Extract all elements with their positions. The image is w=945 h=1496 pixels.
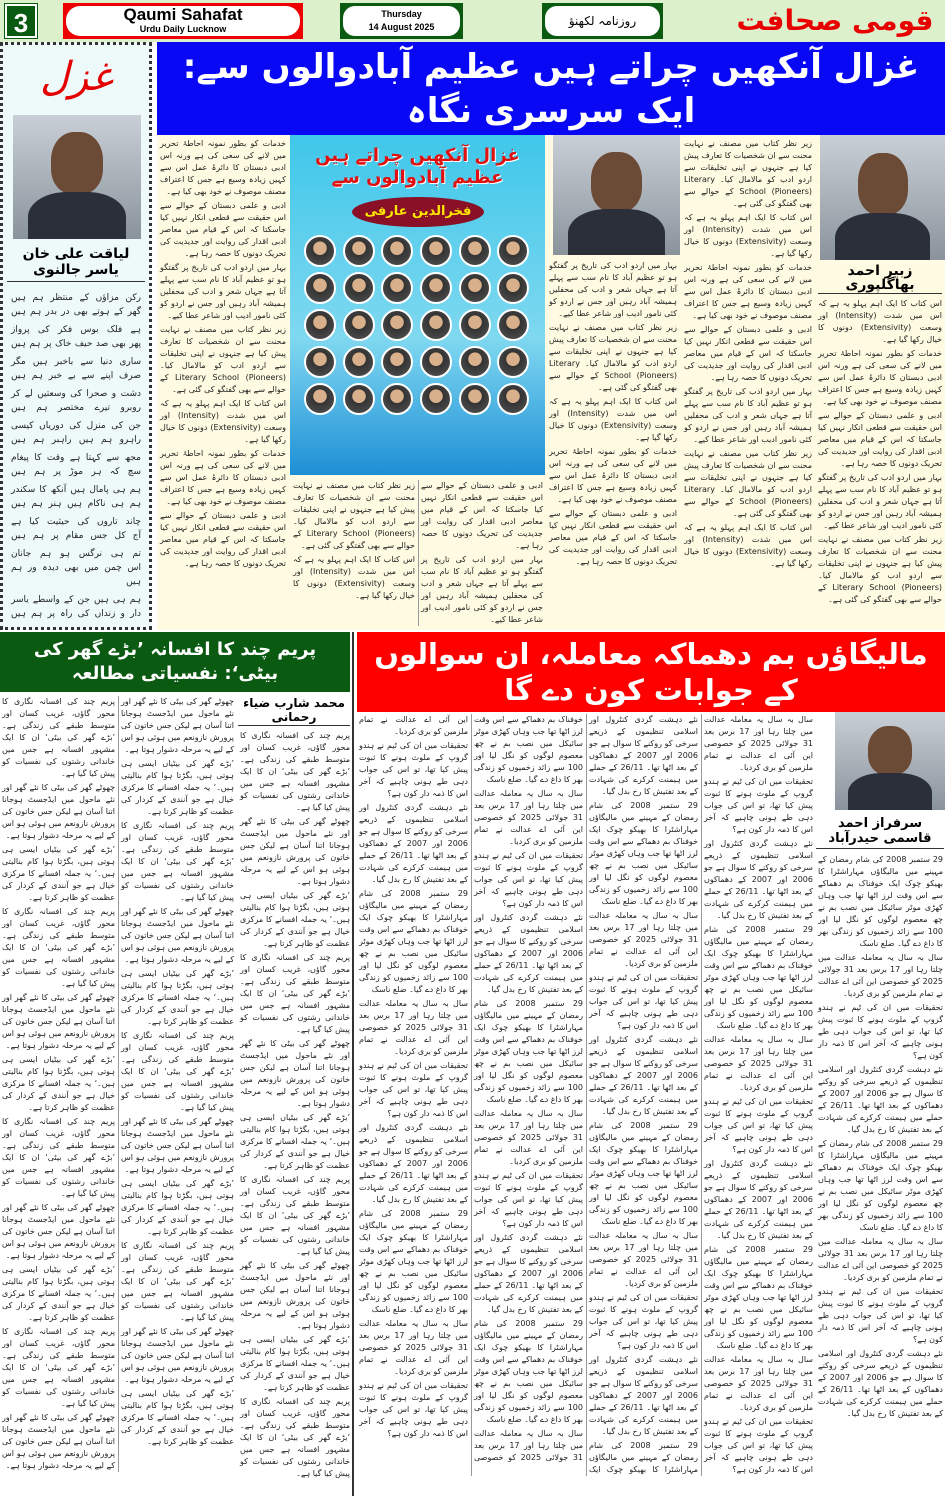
body-paragraph: اس کتاب کا ایک اہم پہلو یہ ہے کہ اس میں شدت (Intensity) اور وسعت (Extensivity) دونوں کا خیال رکھا گیا ہے۔ <box>684 213 812 258</box>
prem-article-column <box>240 730 350 1482</box>
top-article-column <box>684 138 812 572</box>
portrait-grid <box>304 235 532 415</box>
portrait-thumbnail <box>381 383 413 415</box>
body-paragraph: 29 ستمبر 2008 کی شام رمضان کے مہینے میں مالیگاؤں مہاراشٹرا کا بھیکو چوک ایک خوفناک بم دھماکے سے اس وقت لرز اٹھا تھا جب وہاں کھڑی موٹر سائیکل میں نصب بم نے چھ معصوم لوگوں کو نگل لیا اور 100 سے زائد زخمیوں کو زندگی بھر کا داغ دے گیا۔ ضلع ناسک <box>818 1139 943 1232</box>
portrait-thumbnail <box>343 383 375 415</box>
couplet-line: ہم ہی پامال ہیں آنکھ کا سکندر <box>11 485 141 495</box>
portrait-thumbnail <box>459 346 491 378</box>
book-cover-poster <box>290 135 545 475</box>
couplet-line: ہم ہی ہیں جن کے واسطے یاسر <box>11 595 141 605</box>
portrait-thumbnail <box>381 235 413 267</box>
body-paragraph: تحقیقات میں ان کی ٹیم نے ہندو گروپ کے ملوث ہونے کا ثبوت پیش کیا تھا، تو اس کی جواب دہی طے ہونی چاہیے کہ آخر اس کا ذمہ دار کون ہے؟ <box>818 1003 943 1060</box>
body-paragraph: 29 ستمبر 2008 کی شام رمضان کے مہینے میں مالیگاؤں مہاراشٹرا کا بھیکو چوک ایک خوفناک بم دھماکے سے اس وقت لرز اٹھا تھا جب وہاں کھڑی موٹر سائیکل میں نصب بم نے چھ معصوم لوگوں کو نگل لیا اور 100 سے زائد زخمیوں کو زندگی بھر کا داغ دے گیا۔ ضلع ناسک <box>589 801 699 906</box>
body-paragraph: زیر نظر کتاب میں مصنف نے نہایت محنت سے ان شخصیات کا تعارف پیش کیا ہے جنہوں نے اپنی تخلیقات سے اردو ادب کو مالامال کیا۔ Literary School (Pioneers) کے حوالے سے بھی گفتگو کی گئی ہے۔ <box>160 325 286 394</box>
couplet-line: رکن مزاؤں کے منتظر ہم ہیں <box>11 293 141 303</box>
portrait-thumbnail <box>420 383 452 415</box>
body-paragraph: سال بہ سال یہ معاملہ عدالت میں چلتا رہا اور 17 برس بعد 31 جولائی 2025 کو خصوصی این آئی اے عدالت نے تمام ملزمین کو بری کردیا۔ <box>359 1319 468 1376</box>
body-paragraph: ’بڑے گھر کی بیٹیاں ایسی ہی ہوتی ہیں، بگڑتا ہوا کام بنالیتی ہیں۔‘ یہ جملہ افسانے کا مرکزی خیال ہے جو آنندی کے کردار کی عظمت کو ظاہر کرتا ہے۔ <box>240 891 350 948</box>
malegaon-article-byline: سرفراز احمد قاسمی حیدرآباد <box>816 813 944 849</box>
portrait-thumbnail <box>343 235 375 267</box>
body-paragraph: زیر نظر کتاب میں مصنف نے نہایت محنت سے ان شخصیات کا تعارف پیش کیا ہے جنہوں نے اپنی تخلیقات سے اردو ادب کو مالامال کیا۔ Literary School (Pioneers) کے حوالے سے بھی گفتگو کی گئی ہے۔ <box>684 139 812 208</box>
couplet <box>11 419 141 447</box>
body-paragraph: بہار میں اردو ادب کی تاریخ پر گفتگو ہو تو عظیم آباد کا نام سب سے پہلے آتا ہے جہاں شعر و ادب کی محفلیں ہمیشہ آباد رہیں اور جس نے اردو کو کئی نامور ادیب اور شاعر عطا کیے۔ <box>818 473 942 530</box>
portrait-thumbnail <box>497 309 529 341</box>
body-paragraph: خدمات کو بطور نمونہ احاطۂ تحریر میں لانے کی سعی کی ہے ورنہ اس ادبی دبستان کا دائرۂ عمل اس سے کہیں زیادہ وسیع ہے جس کا اعتراف مصنف موصوف نے خود بھی کیا ہے۔ <box>818 349 942 406</box>
body-paragraph: 29 ستمبر 2008 کی شام رمضان کے مہینے میں مالیگاؤں مہاراشٹرا کا بھیکو چوک ایک خوفناک بم دھماکے سے اس وقت لرز اٹھا تھا جب وہاں کھڑی موٹر سائیکل میں نصب بم نے چھ معصوم لوگوں کو نگل لیا اور 100 سے زائد زخمیوں کو زندگی بھر کا داغ دے گیا۔ ضلع ناسک <box>359 889 469 994</box>
body-paragraph: خدمات کو بطور نمونہ احاطۂ تحریر میں لانے کی سعی کی ہے ورنہ اس ادبی دبستان کا دائرۂ عمل اس سے کہیں زیادہ وسیع ہے جس کا اعتراف مصنف موصوف نے خود بھی کیا ہے۔ <box>549 447 677 504</box>
body-paragraph: سال بہ سال یہ معاملہ عدالت میں چلتا رہا اور 17 برس بعد 31 جولائی 2025 کو خصوصی این آئی اے عدالت نے تمام ملزمین کو بری کردیا۔ <box>474 789 583 846</box>
body-paragraph: تحقیقات میں ان کی ٹیم نے ہندو گروپ کے ملوث ہونے کا ثبوت پیش کیا تھا، تو اس کی جواب دہی طے ہونی چاہیے کہ آخر اس کا ذمہ دار کون ہے؟ <box>359 1381 468 1438</box>
body-paragraph: سال بہ سال یہ معاملہ عدالت میں چلتا رہا اور 17 برس بعد 31 جولائی 2025 کو خصوصی این آئی اے عدالت نے تمام ملزمین کو بری کردیا۔ <box>818 953 944 998</box>
body-paragraph: 29 ستمبر 2008 کی شام رمضان کے مہینے میں مالیگاؤں مہاراشٹرا کا بھیکو چوک ایک خوفناک بم دھماکے سے اس وقت لرز اٹھا تھا جب وہاں کھڑی موٹر سائیکل میں نصب بم نے چھ معصوم لوگوں کو نگل لیا اور 100 سے زائد زخمیوں کو زندگی بھر کا داغ دے گیا۔ ضلع ناسک <box>704 925 814 1030</box>
couplet-line: روبرو تیرے مختصر ہم ہیں <box>11 403 141 413</box>
body-paragraph: ادبی و علمی دبستان کے حوالے سے اس حقیقت سے قطعی انکار نہیں کیا جاسکتا کہ اس کے قیام میں معاصر ادبی اقدار کی روایت اور جدیدیت کی تحریک دونوں کا حصہ رہا ہے۔ <box>160 201 286 258</box>
portrait-thumbnail <box>381 346 413 378</box>
author-photo <box>835 712 945 810</box>
body-paragraph: چھوٹے گھر کی بیٹی کا نئے گھر اور نئے ماحول میں ایڈجسٹ ہوجانا اتنا آسان ہے لیکن جس خاتون کی پرورش نازونعم میں ہوئی ہو اس کے لیے یہ مرحلہ دشوار ہوتا ہے۔ <box>2 1203 115 1260</box>
couplet <box>11 387 141 415</box>
top-article-byline: زبیر احمد بھاگلپوری <box>818 262 942 294</box>
body-paragraph: سال بہ سال یہ معاملہ عدالت میں چلتا رہا اور 17 برس بعد 31 جولائی 2025 کو خصوصی این آئی اے عدالت نے تمام ملزمین کو بری کردیا۔ <box>704 715 813 772</box>
portrait-thumbnail <box>497 272 529 304</box>
body-paragraph: ادبی و علمی دبستان کے حوالے سے اس حقیقت سے قطعی انکار نہیں کیا جاسکتا کہ اس کے قیام میں معاصر ادبی اقدار کی روایت اور جدیدیت کی تحریک دونوں کا حصہ رہا ہے۔ <box>421 481 543 550</box>
poet-photo <box>13 115 141 239</box>
couplet-line: دار و زنداں کی راہ پر ہم ہیں <box>11 609 141 619</box>
body-paragraph: زیر نظر کتاب میں مصنف نے نہایت محنت سے ان شخصیات کا تعارف پیش کیا ہے جنہوں نے اپنی تخلیقات سے اردو ادب کو مالامال کیا۔ Literary School (Pioneers) کے حوالے سے بھی گفتگو کی گئی ہے۔ <box>684 449 812 518</box>
couplet <box>11 323 141 351</box>
portrait-thumbnail <box>420 309 452 341</box>
couplet-line: ساری دنیا سے باخبر ہیں مگر <box>11 357 141 367</box>
body-paragraph: چھوٹے گھر کی بیٹی کا نئے گھر اور نئے ماحول میں ایڈجسٹ ہوجانا اتنا آسان ہے لیکن جس خاتون کی پرورش نازونعم میں ہوئی ہو اس کے لیے یہ مرحلہ دشوار ہوتا ہے۔ <box>121 1327 234 1384</box>
body-paragraph: چھوٹے گھر کی بیٹی کا نئے گھر اور نئے ماحول میں ایڈجسٹ ہوجانا اتنا آسان ہے لیکن جس خاتون کی پرورش نازونعم میں ہوئی ہو اس کے لیے یہ مرحلہ دشوار ہوتا ہے۔ <box>121 907 234 964</box>
date-label: 14 August 2025 <box>368 22 435 32</box>
body-paragraph: 29 ستمبر 2008 کی شام رمضان کے مہینے میں مالیگاؤں مہاراشٹرا کا بھیکو چوک ایک خوفناک بم دھماکے سے اس وقت لرز اٹھا تھا جب وہاں کھڑی موٹر سائیکل میں نصب بم نے چھ معصوم لوگوں کو نگل لیا اور 100 سے زائد زخمیوں کو زندگی بھر کا داغ دے گیا۔ ضلع ناسک <box>589 1121 699 1226</box>
portrait-thumbnail <box>343 272 375 304</box>
roznama-label: روزنامہ لکھنؤ <box>545 6 660 36</box>
body-paragraph: 29 ستمبر 2008 کی شام رمضان کے مہینے میں مالیگاؤں مہاراشٹرا کا بھیکو چوک ایک خوفناک بم دھماکے سے اس وقت لرز اٹھا تھا جب وہاں کھڑی موٹر سائیکل میں نصب بم نے چھ معصوم لوگوں کو نگل لیا اور 100 سے زائد زخمیوں کو زندگی بھر کا داغ دے گیا۔ ضلع ناسک <box>359 1209 469 1314</box>
body-paragraph: ’بڑے گھر کی بیٹیاں ایسی ہی ہوتی ہیں، بگڑتا ہوا کام بنالیتی ہیں۔‘ یہ جملہ افسانے کا مرکزی خیال ہے جو آنندی کے کردار کی عظمت کو ظاہر کرتا ہے۔ <box>121 759 234 816</box>
date-box <box>340 3 463 39</box>
body-paragraph: سال بہ سال یہ معاملہ عدالت میں چلتا رہا اور 17 برس بعد 31 جولائی 2025 کو خصوصی این آئی اے عدالت نے تمام ملزمین کو بری کردیا۔ <box>818 1237 944 1282</box>
body-paragraph: پریم چند کی افسانہ نگاری کا محور گاؤں، غریب کسان اور متوسط طبقے کی زندگی ہے۔ ’بڑے گھر کی بیٹی‘ ان کا ایک مشہور افسانہ ہے جس میں خاندانی رشتوں کی نفسیات کو پیش کیا گیا ہے۔ <box>121 1031 234 1112</box>
couplet-line: مجھ سے کہتا ہے وقت کا پیغام <box>11 453 141 463</box>
body-paragraph: 29 ستمبر 2008 کی شام رمضان کے مہینے میں مالیگاؤں مہاراشٹرا کا بھیکو چوک ایک خوفناک بم دھماکے سے اس وقت لرز اٹھا تھا جب وہاں کھڑی موٹر سائیکل میں نصب بم نے چھ معصوم لوگوں کو نگل لیا اور 100 سے زائد زخمیوں کو زندگی بھر کا داغ دے گیا۔ ضلع ناسک <box>474 715 699 1474</box>
body-paragraph: سال بہ سال یہ معاملہ عدالت میں چلتا رہا اور 17 برس بعد 31 جولائی 2025 کو خصوصی این آئی اے عدالت نے تمام ملزمین کو بری کردیا۔ <box>589 911 698 968</box>
couplet <box>11 291 141 319</box>
body-paragraph: ’بڑے گھر کی بیٹیاں ایسی ہی ہوتی ہیں، بگڑتا ہوا کام بنالیتی ہیں۔‘ یہ جملہ افسانے کا مرکزی خیال ہے جو آنندی کے کردار کی عظمت کو ظاہر کرتا ہے۔ <box>2 845 115 902</box>
body-paragraph: ادبی و علمی دبستان کے حوالے سے اس حقیقت سے قطعی انکار نہیں کیا جاسکتا کہ اس کے قیام میں معاصر ادبی اقدار کی روایت اور جدیدیت کی تحریک دونوں کا حصہ رہا ہے۔ <box>818 411 942 468</box>
roznama-box <box>542 3 663 39</box>
day-label: Thursday <box>381 9 422 19</box>
body-paragraph: پریم چند کی افسانہ نگاری کا محور گاؤں، غریب کسان اور متوسط طبقے کی زندگی ہے۔ ’بڑے گھر کی بیٹی‘ ان کا ایک مشہور افسانہ ہے جس میں خاندانی رشتوں کی نفسیات کو پیش کیا گیا ہے۔ <box>121 821 234 902</box>
portrait-thumbnail <box>304 309 336 341</box>
body-paragraph: ’بڑے گھر کی بیٹیاں ایسی ہی ہوتی ہیں، بگڑتا ہوا کام بنالیتی ہیں۔‘ یہ جملہ افسانے کا مرکزی خیال ہے جو آنندی کے کردار کی عظمت کو ظاہر کرتا ہے۔ <box>121 1179 234 1236</box>
page-number: 3 <box>5 4 37 38</box>
portrait-thumbnail <box>304 235 336 267</box>
body-paragraph: ’بڑے گھر کی بیٹیاں ایسی ہی ہوتی ہیں، بگڑتا ہوا کام بنالیتی ہیں۔‘ یہ جملہ افسانے کا مرکزی خیال ہے جو آنندی کے کردار کی عظمت کو ظاہر کرتا ہے۔ <box>240 1113 350 1170</box>
body-paragraph: اس کتاب کا ایک اہم پہلو یہ ہے کہ اس میں شدت (Intensity) اور وسعت (Extensivity) دونوں کا خیال رکھا گیا ہے۔ <box>818 299 942 344</box>
body-paragraph: نئے دہشت گردی کنٹرول اور اسلامی تنظیموں کے ذریعے سرخی کو روکنے کا سوال ہے جو 2006 اور 2007 کے دھماکوں کے بعد اٹھا تھا۔ 26/11 کے حملے میں ہیمنت کرکرے کی شہادت کے بعد تفتیش کا رخ بدل گیا۔ <box>704 839 813 920</box>
ghazal-title: غزل <box>39 54 113 100</box>
body-paragraph: پریم چند کی افسانہ نگاری کا محور گاؤں، غریب کسان اور متوسط طبقے کی زندگی ہے۔ ’بڑے گھر کی بیٹی‘ ان کا ایک مشہور افسانہ ہے جس میں خاندانی رشتوں کی نفسیات کو پیش کیا گیا ہے۔ <box>240 731 350 812</box>
body-paragraph: چھوٹے گھر کی بیٹی کا نئے گھر اور نئے ماحول میں ایڈجسٹ ہوجانا اتنا آسان ہے لیکن جس خاتون کی پرورش نازونعم میں ہوئی ہو اس کے لیے یہ مرحلہ دشوار ہوتا ہے۔ <box>121 697 234 754</box>
body-paragraph: سال بہ سال یہ معاملہ عدالت میں چلتا رہا اور 17 برس بعد 31 جولائی 2025 کو خصوصی این آئی اے عدالت نے تمام ملزمین کو بری کردیا۔ <box>474 1109 583 1166</box>
body-paragraph: زیر نظر کتاب میں مصنف نے نہایت محنت سے ان شخصیات کا تعارف پیش کیا ہے جنہوں نے اپنی تخلیقات سے اردو ادب کو مالامال کیا۔ Literary School (Pioneers) کے حوالے سے بھی گفتگو کی گئی ہے۔ <box>818 535 942 604</box>
brand-box <box>63 3 303 39</box>
body-paragraph: چھوٹے گھر کی بیٹی کا نئے گھر اور نئے ماحول میں ایڈجسٹ ہوجانا اتنا آسان ہے لیکن جس خاتون کی پرورش نازونعم میں ہوئی ہو اس کے لیے یہ مرحلہ دشوار ہوتا ہے۔ <box>2 1413 115 1470</box>
couplet-line: پھر بھی صد حیف خاک پر ہم ہیں <box>11 339 141 349</box>
body-paragraph: ’بڑے گھر کی بیٹیاں ایسی ہی ہوتی ہیں، بگڑتا ہوا کام بنالیتی ہیں۔‘ یہ جملہ افسانے کا مرکزی خیال ہے جو آنندی کے کردار کی عظمت کو ظاہر کرتا ہے۔ <box>121 969 234 1026</box>
body-paragraph: چھوٹے گھر کی بیٹی کا نئے گھر اور نئے ماحول میں ایڈجسٹ ہوجانا اتنا آسان ہے لیکن جس خاتون کی پرورش نازونعم میں ہوئی ہو اس کے لیے یہ مرحلہ دشوار ہوتا ہے۔ <box>240 817 350 886</box>
couplet <box>11 451 141 479</box>
body-paragraph: نئے دہشت گردی کنٹرول اور اسلامی تنظیموں کے ذریعے سرخی کو روکنے کا سوال ہے جو 2006 اور 2007 کے دھماکوں کے بعد اٹھا تھا۔ 26/11 کے حملے میں ہیمنت کرکرے کی شہادت کے بعد تفتیش کا رخ بدل گیا۔ <box>474 913 583 994</box>
portrait-thumbnail <box>459 272 491 304</box>
couplet-line: اس چمن میں بھی دیدہ ور ہم ہیں <box>11 563 141 587</box>
body-paragraph: 29 ستمبر 2008 کی شام رمضان کے مہینے میں مالیگاؤں مہاراشٹرا کا بھیکو چوک ایک خوفناک بم دھماکے سے اس وقت لرز اٹھا تھا جب وہاں کھڑی موٹر سائیکل میں نصب بم نے چھ معصوم لوگوں کو نگل لیا اور 100 سے زائد زخمیوں کو زندگی بھر کا داغ دے گیا۔ ضلع ناسک <box>818 855 943 948</box>
body-paragraph: پریم چند کی افسانہ نگاری کا محور گاؤں، غریب کسان اور متوسط طبقے کی زندگی ہے۔ ’بڑے گھر کی بیٹی‘ ان کا ایک مشہور افسانہ ہے جس میں خاندانی رشتوں کی نفسیات کو پیش کیا گیا ہے۔ <box>2 697 115 778</box>
portrait-thumbnail <box>420 346 452 378</box>
body-paragraph: اس کتاب کا ایک اہم پہلو یہ ہے کہ اس میں شدت (Intensity) اور وسعت (Extensivity) دونوں کا خیال رکھا گیا ہے۔ <box>293 555 415 600</box>
body-paragraph: پریم چند کی افسانہ نگاری کا محور گاؤں، غریب کسان اور متوسط طبقے کی زندگی ہے۔ ’بڑے گھر کی بیٹی‘ ان کا ایک مشہور افسانہ ہے جس میں خاندانی رشتوں کی نفسیات کو پیش کیا گیا ہے۔ <box>2 1117 115 1198</box>
couplet-line: ہم ہی ناکام ہیں ہنر ہم ہیں <box>11 499 141 509</box>
couplet-line: راہرو ہم ہیں راہبر ہم ہیں <box>11 435 141 445</box>
body-paragraph: زیر نظر کتاب میں مصنف نے نہایت محنت سے ان شخصیات کا تعارف پیش کیا ہے جنہوں نے اپنی تخلیقات سے اردو ادب کو مالامال کیا۔ Literary School (Pioneers) کے حوالے سے بھی گفتگو کی گئی ہے۔ <box>293 481 415 550</box>
body-paragraph: سال بہ سال یہ معاملہ عدالت میں چلتا رہا اور 17 برس بعد 31 جولائی 2025 کو خصوصی این آئی اے عدالت نے تمام ملزمین کو بری کردیا۔ <box>704 1355 813 1412</box>
couplet-line: دشت و صحرا کی وسعتیں لے کر <box>11 389 141 399</box>
portrait-thumbnail <box>343 309 375 341</box>
body-paragraph: تحقیقات میں ان کی ٹیم نے ہندو گروپ کے ملوث ہونے کا ثبوت پیش کیا تھا، تو اس کی جواب دہی طے ہونی چاہیے کہ آخر اس کا ذمہ دار کون ہے؟ <box>704 1417 813 1474</box>
section-divider <box>352 632 354 1496</box>
body-paragraph: نئے دہشت گردی کنٹرول اور اسلامی تنظیموں کے ذریعے سرخی کو روکنے کا سوال ہے جو 2006 اور 2007 کے دھماکوں کے بعد اٹھا تھا۔ 26/11 کے حملے میں ہیمنت کرکرے کی شہادت کے بعد تفتیش کا رخ بدل گیا۔ <box>818 1349 943 1418</box>
malegaon-article-column <box>818 854 943 1422</box>
body-paragraph: پریم چند کی افسانہ نگاری کا محور گاؤں، غریب کسان اور متوسط طبقے کی زندگی ہے۔ ’بڑے گھر کی بیٹی‘ ان کا ایک مشہور افسانہ ہے جس میں خاندانی رشتوں کی نفسیات کو پیش کیا گیا ہے۔ <box>121 1241 234 1322</box>
portrait-thumbnail <box>459 309 491 341</box>
body-paragraph: تحقیقات میں ان کی ٹیم نے ہندو گروپ کے ملوث ہونے کا ثبوت پیش کیا تھا، تو اس کی جواب دہی طے ہونی چاہیے کہ آخر اس کا ذمہ دار کون ہے؟ <box>474 851 583 908</box>
body-paragraph: 29 ستمبر 2008 کی شام رمضان کے مہینے میں مالیگاؤں مہاراشٹرا کا بھیکو چوک ایک خوفناک بم دھماکے سے اس وقت لرز اٹھا تھا جب وہاں کھڑی موٹر سائیکل میں نصب بم نے چھ معصوم لوگوں کو نگل لیا اور 100 سے زائد زخمیوں کو زندگی بھر کا داغ دے گیا۔ ضلع ناسک <box>474 999 584 1104</box>
couplet-line: ہے فلک بوس فکر کی پرواز <box>11 325 141 335</box>
body-paragraph: زیر نظر کتاب میں مصنف نے نہایت محنت سے ان شخصیات کا تعارف پیش کیا ہے جنہوں نے اپنی تخلیقات سے اردو ادب کو مالامال کیا۔ Literary School (Pioneers) کے حوالے سے بھی گفتگو کی گئی ہے۔ <box>549 323 677 392</box>
couplet-line: چاند تاروں کی حیثیت کیا ہے <box>11 517 141 527</box>
body-paragraph: خدمات کو بطور نمونہ احاطۂ تحریر میں لانے کی سعی کی ہے ورنہ اس ادبی دبستان کا دائرۂ عمل اس سے کہیں زیادہ وسیع ہے جس کا اعتراف مصنف موصوف نے خود بھی کیا ہے۔ <box>684 263 812 320</box>
malegaon-headline: مالیگاؤں بم دھماکہ معاملہ، ان سوالوں کے جوابات کون دے گا <box>357 632 945 712</box>
portrait-thumbnail <box>343 346 375 378</box>
urdu-logo: قومی صحافت <box>736 4 934 37</box>
body-paragraph: ’بڑے گھر کی بیٹیاں ایسی ہی ہوتی ہیں، بگڑتا ہوا کام بنالیتی ہیں۔‘ یہ جملہ افسانے کا مرکزی خیال ہے جو آنندی کے کردار کی عظمت کو ظاہر کرتا ہے۔ <box>2 1265 115 1322</box>
couplet <box>11 355 141 383</box>
body-paragraph: بہار میں اردو ادب کی تاریخ پر گفتگو ہو تو عظیم آباد کا نام سب سے پہلے آتا ہے جہاں شعر و ادب کی محفلیں ہمیشہ آباد رہیں اور جس نے اردو کو کئی نامور ادیب اور شاعر عطا کیے۔ <box>549 261 677 318</box>
couplet-line: تم ہی نرگس ہو ہم جانان <box>11 549 141 559</box>
body-paragraph: سال بہ سال یہ معاملہ عدالت میں چلتا رہا اور 17 برس بعد 31 جولائی 2025 کو خصوصی این آئی اے عدالت نے تمام ملزمین کو بری کردیا۔ <box>359 715 583 1462</box>
portrait-thumbnail <box>459 383 491 415</box>
body-paragraph: پریم چند کی افسانہ نگاری کا محور گاؤں، غریب کسان اور متوسط طبقے کی زندگی ہے۔ ’بڑے گھر کی بیٹی‘ ان کا ایک مشہور افسانہ ہے جس میں خاندانی رشتوں کی نفسیات کو پیش کیا گیا ہے۔ <box>2 1327 115 1408</box>
poster-author: فخرالدین عارفی <box>352 197 484 227</box>
prem-article-column <box>2 696 234 1472</box>
body-paragraph: 29 ستمبر 2008 کی شام رمضان کے مہینے میں مالیگاؤں مہاراشٹرا کا بھیکو چوک ایک خوفناک بم دھماکے سے اس وقت لرز اٹھا تھا جب وہاں کھڑی موٹر سائیکل میں نصب بم نے چھ معصوم لوگوں کو نگل لیا اور 100 سے زائد زخمیوں کو زندگی بھر کا داغ دے گیا۔ ضلع ناسک <box>704 1245 814 1350</box>
prem-chand-headline: پریم چند کا افسانہ ’بڑے گھر کی بیٹی‘: نفسیاتی مطالعہ <box>0 632 350 692</box>
top-article-column <box>549 260 677 570</box>
body-paragraph: پریم چند کی افسانہ نگاری کا محور گاؤں، غریب کسان اور متوسط طبقے کی زندگی ہے۔ ’بڑے گھر کی بیٹی‘ ان کا ایک مشہور افسانہ ہے جس میں خاندانی رشتوں کی نفسیات کو پیش کیا گیا ہے۔ <box>240 1397 350 1478</box>
body-paragraph: بہار میں اردو ادب کی تاریخ پر گفتگو ہو تو عظیم آباد کا نام سب سے پہلے آتا ہے جہاں شعر و ادب کی محفلیں ہمیشہ آباد رہیں اور جس نے اردو کو کئی نامور ادیب اور شاعر عطا کیے۔ <box>684 387 812 444</box>
body-paragraph: تحقیقات میں ان کی ٹیم نے ہندو گروپ کے ملوث ہونے کا ثبوت پیش کیا تھا، تو اس کی جواب دہی طے ہونی چاہیے کہ آخر اس کا ذمہ دار کون ہے؟ <box>359 1061 468 1118</box>
body-paragraph: سال بہ سال یہ معاملہ عدالت میں چلتا رہا اور 17 برس بعد 31 جولائی 2025 کو خصوصی این آئی اے عدالت نے تمام ملزمین کو بری کردیا۔ <box>589 1231 698 1288</box>
body-paragraph: نئے دہشت گردی کنٹرول اور اسلامی تنظیموں کے ذریعے سرخی کو روکنے کا سوال ہے جو 2006 اور 2007 کے دھماکوں کے بعد اٹھا تھا۔ 26/11 کے حملے میں ہیمنت کرکرے کی شہادت کے بعد تفتیش کا رخ بدل گیا۔ <box>359 803 468 884</box>
top-article-column <box>818 298 942 608</box>
body-paragraph: چھوٹے گھر کی بیٹی کا نئے گھر اور نئے ماحول میں ایڈجسٹ ہوجانا اتنا آسان ہے لیکن جس خاتون کی پرورش نازونعم میں ہوئی ہو اس کے لیے یہ مرحلہ دشوار ہوتا ہے۔ <box>240 1039 350 1108</box>
top-headline: غزال آنکھیں چراتے ہیں عظیم آبادوالوں سے: ایک سرسری نگاہ <box>157 42 945 135</box>
body-paragraph: ادبی و علمی دبستان کے حوالے سے اس حقیقت سے قطعی انکار نہیں کیا جاسکتا کہ اس کے قیام میں معاصر ادبی اقدار کی روایت اور جدیدیت کی تحریک دونوں کا حصہ رہا ہے۔ <box>160 511 286 568</box>
poster-title: غزال آنکھیں چراتے ہیں عظیم آبادوالوں سے <box>315 145 520 188</box>
speaker-photo <box>553 135 680 255</box>
body-paragraph: سال بہ سال یہ معاملہ عدالت میں چلتا رہا اور 17 برس بعد 31 جولائی 2025 کو خصوصی این آئی اے عدالت نے تمام ملزمین کو بری کردیا۔ <box>704 1035 813 1092</box>
prem-article-byline: محمد شارب ضیاء رحمانی <box>238 694 350 726</box>
body-paragraph: تحقیقات میں ان کی ٹیم نے ہندو گروپ کے ملوث ہونے کا ثبوت پیش کیا تھا، تو اس کی جواب دہی طے ہونی چاہیے کہ آخر اس کا ذمہ دار کون ہے؟ <box>589 1293 698 1350</box>
body-paragraph: ادبی و علمی دبستان کے حوالے سے اس حقیقت سے قطعی انکار نہیں کیا جاسکتا کہ اس کے قیام میں معاصر ادبی اقدار کی روایت اور جدیدیت کی تحریک دونوں کا حصہ رہا ہے۔ <box>549 509 677 566</box>
body-paragraph: چھوٹے گھر کی بیٹی کا نئے گھر اور نئے ماحول میں ایڈجسٹ ہوجانا اتنا آسان ہے لیکن جس خاتون کی پرورش نازونعم میں ہوئی ہو اس کے لیے یہ مرحلہ دشوار ہوتا ہے۔ <box>2 783 115 840</box>
body-paragraph: نئے دہشت گردی کنٹرول اور اسلامی تنظیموں کے ذریعے سرخی کو روکنے کا سوال ہے جو 2006 اور 2007 کے دھماکوں کے بعد اٹھا تھا۔ 26/11 کے حملے میں ہیمنت کرکرے کی شہادت کے بعد تفتیش کا رخ بدل گیا۔ <box>589 715 698 796</box>
body-paragraph: بہار میں اردو ادب کی تاریخ پر گفتگو ہو تو عظیم آباد کا نام سب سے پہلے آتا ہے جہاں شعر و ادب کی محفلیں ہمیشہ آباد رہیں اور جس نے اردو کو کئی نامور ادیب اور شاعر عطا کیے۔ <box>160 263 286 320</box>
body-paragraph: تحقیقات میں ان کی ٹیم نے ہندو گروپ کے ملوث ہونے کا ثبوت پیش کیا تھا، تو اس کی جواب دہی طے ہونی چاہیے کہ آخر اس کا ذمہ دار کون ہے؟ <box>704 777 813 834</box>
body-paragraph: تحقیقات میں ان کی ٹیم نے ہندو گروپ کے ملوث ہونے کا ثبوت پیش کیا تھا، تو اس کی جواب دہی طے ہونی چاہیے کہ آخر اس کا ذمہ دار کون ہے؟ <box>474 1171 583 1228</box>
couplet <box>11 547 141 589</box>
portrait-thumbnail <box>420 235 452 267</box>
portrait-thumbnail <box>497 346 529 378</box>
ghazal-panel <box>0 42 152 630</box>
top-article-column <box>293 480 543 626</box>
body-paragraph: نئے دہشت گردی کنٹرول اور اسلامی تنظیموں کے ذریعے سرخی کو روکنے کا سوال ہے جو 2006 اور 2007 کے دھماکوں کے بعد اٹھا تھا۔ 26/11 کے حملے میں ہیمنت کرکرے کی شہادت کے بعد تفتیش کا رخ بدل گیا۔ <box>704 1159 813 1240</box>
author-photo <box>820 135 945 260</box>
portrait-thumbnail <box>304 272 336 304</box>
body-paragraph: پریم چند کی افسانہ نگاری کا محور گاؤں، غریب کسان اور متوسط طبقے کی زندگی ہے۔ ’بڑے گھر کی بیٹی‘ ان کا ایک مشہور افسانہ ہے جس میں خاندانی رشتوں کی نفسیات کو پیش کیا گیا ہے۔ <box>2 907 115 988</box>
body-paragraph: تحقیقات میں ان کی ٹیم نے ہندو گروپ کے ملوث ہونے کا ثبوت پیش کیا تھا، تو اس کی جواب دہی طے ہونی چاہیے کہ آخر اس کا ذمہ دار کون ہے؟ <box>818 1287 943 1344</box>
couplet-line: سچ کہ ہر موڑ پر ہم ہیں <box>11 467 141 477</box>
body-paragraph: اس کتاب کا ایک اہم پہلو یہ ہے کہ اس میں شدت (Intensity) اور وسعت (Extensivity) دونوں کا خیال رکھا گیا ہے۔ <box>684 523 812 568</box>
portrait-thumbnail <box>304 383 336 415</box>
body-paragraph: ادبی و علمی دبستان کے حوالے سے اس حقیقت سے قطعی انکار نہیں کیا جاسکتا کہ اس کے قیام میں معاصر ادبی اقدار کی روایت اور جدیدیت کی تحریک دونوں کا حصہ رہا ہے۔ <box>684 325 812 382</box>
body-paragraph: سال بہ سال یہ معاملہ عدالت میں چلتا رہا اور 17 برس بعد 31 جولائی 2025 کو خصوصی این آئی اے عدالت نے تمام ملزمین کو بری کردیا۔ <box>359 999 468 1056</box>
portrait-thumbnail <box>381 272 413 304</box>
body-paragraph: پریم چند کی افسانہ نگاری کا محور گاؤں، غریب کسان اور متوسط طبقے کی زندگی ہے۔ ’بڑے گھر کی بیٹی‘ ان کا ایک مشہور افسانہ ہے جس میں خاندانی رشتوں کی نفسیات کو پیش کیا گیا ہے۔ <box>240 953 350 1034</box>
body-paragraph: ’بڑے گھر کی بیٹیاں ایسی ہی ہوتی ہیں، بگڑتا ہوا کام بنالیتی ہیں۔‘ یہ جملہ افسانے کا مرکزی خیال ہے جو آنندی کے کردار کی عظمت کو ظاہر کرتا ہے۔ <box>121 1389 234 1446</box>
couplet <box>11 483 141 511</box>
body-paragraph: نئے دہشت گردی کنٹرول اور اسلامی تنظیموں کے ذریعے سرخی کو روکنے کا سوال ہے جو 2006 اور 2007 کے دھماکوں کے بعد اٹھا تھا۔ 26/11 کے حملے میں ہیمنت کرکرے کی شہادت کے بعد تفتیش کا رخ بدل گیا۔ <box>359 1123 468 1204</box>
body-paragraph: چھوٹے گھر کی بیٹی کا نئے گھر اور نئے ماحول میں ایڈجسٹ ہوجانا اتنا آسان ہے لیکن جس خاتون کی پرورش نازونعم میں ہوئی ہو اس کے لیے یہ مرحلہ دشوار ہوتا ہے۔ <box>121 1117 234 1174</box>
body-paragraph: نئے دہشت گردی کنٹرول اور اسلامی تنظیموں کے ذریعے سرخی کو روکنے کا سوال ہے جو 2006 اور 2007 کے دھماکوں کے بعد اٹھا تھا۔ 26/11 کے حملے میں ہیمنت کرکرے کی شہادت کے بعد تفتیش کا رخ بدل گیا۔ <box>589 1355 698 1436</box>
poet-name: لیاقت علی خان یاسر جالنوی <box>7 243 145 282</box>
couplet <box>11 593 141 621</box>
couplet-line: آج کل جس مقام پر ہم ہیں <box>11 531 141 541</box>
portrait-thumbnail <box>420 272 452 304</box>
body-paragraph: خدمات کو بطور نمونہ احاطۂ تحریر میں لانے کی سعی کی ہے ورنہ اس ادبی دبستان کا دائرۂ عمل اس سے کہیں زیادہ وسیع ہے جس کا اعتراف مصنف موصوف نے خود بھی کیا ہے۔ <box>160 139 286 196</box>
body-paragraph: اس کتاب کا ایک اہم پہلو یہ ہے کہ اس میں شدت (Intensity) اور وسعت (Extensivity) دونوں کا خیال رکھا گیا ہے۔ <box>160 399 286 444</box>
portrait-thumbnail <box>497 383 529 415</box>
portrait-thumbnail <box>304 346 336 378</box>
body-paragraph: تحقیقات میں ان کی ٹیم نے ہندو گروپ کے ملوث ہونے کا ثبوت پیش کیا تھا، تو اس کی جواب دہی طے ہونی چاہیے کہ آخر اس کا ذمہ دار کون ہے؟ <box>589 973 698 1030</box>
body-paragraph: اس کتاب کا ایک اہم پہلو یہ ہے کہ اس میں شدت (Intensity) اور وسعت (Extensivity) دونوں کا خیال رکھا گیا ہے۔ <box>549 397 677 442</box>
body-paragraph: تحقیقات میں ان کی ٹیم نے ہندو گروپ کے ملوث ہونے کا ثبوت پیش کیا تھا، تو اس کی جواب دہی طے ہونی چاہیے کہ آخر اس کا ذمہ دار کون ہے؟ <box>359 741 468 798</box>
body-paragraph: پریم چند کی افسانہ نگاری کا محور گاؤں، غریب کسان اور متوسط طبقے کی زندگی ہے۔ ’بڑے گھر کی بیٹی‘ ان کا ایک مشہور افسانہ ہے جس میں خاندانی رشتوں کی نفسیات کو پیش کیا گیا ہے۔ <box>240 1175 350 1256</box>
couplet-line: گھر کے ہوتے بھی در بدر ہم ہیں <box>11 307 141 317</box>
body-paragraph: بہار میں اردو ادب کی تاریخ پر گفتگو ہو تو عظیم آباد کا نام سب سے پہلے آتا ہے جہاں شعر و ادب کی محفلیں ہمیشہ آباد رہیں اور جس نے اردو کو کئی نامور ادیب اور شاعر عطا کیے۔ <box>421 555 543 624</box>
body-paragraph: نئے دہشت گردی کنٹرول اور اسلامی تنظیموں کے ذریعے سرخی کو روکنے کا سوال ہے جو 2006 اور 2007 کے دھماکوں کے بعد اٹھا تھا۔ 26/11 کے حملے میں ہیمنت کرکرے کی شہادت کے بعد تفتیش کا رخ بدل گیا۔ <box>474 1233 583 1314</box>
body-paragraph: خدمات کو بطور نمونہ احاطۂ تحریر میں لانے کی سعی کی ہے ورنہ اس ادبی دبستان کا دائرۂ عمل اس سے کہیں زیادہ وسیع ہے جس کا اعتراف مصنف موصوف نے خود بھی کیا ہے۔ <box>160 449 286 506</box>
body-paragraph: چھوٹے گھر کی بیٹی کا نئے گھر اور نئے ماحول میں ایڈجسٹ ہوجانا اتنا آسان ہے لیکن جس خاتون کی پرورش نازونعم میں ہوئی ہو اس کے لیے یہ مرحلہ دشوار ہوتا ہے۔ <box>2 993 115 1050</box>
body-paragraph: نئے دہشت گردی کنٹرول اور اسلامی تنظیموں کے ذریعے سرخی کو روکنے کا سوال ہے جو 2006 اور 2007 کے دھماکوں کے بعد اٹھا تھا۔ 26/11 کے حملے میں ہیمنت کرکرے کی شہادت کے بعد تفتیش کا رخ بدل گیا۔ <box>589 1035 698 1116</box>
body-paragraph: ’بڑے گھر کی بیٹیاں ایسی ہی ہوتی ہیں، بگڑتا ہوا کام بنالیتی ہیں۔‘ یہ جملہ افسانے کا مرکزی خیال ہے جو آنندی کے کردار کی عظمت کو ظاہر کرتا ہے۔ <box>240 1335 350 1392</box>
couplet-line: صرف اپنے سے بے خبر ہم ہیں <box>11 371 141 381</box>
brand-subtitle: Urdu Daily Lucknow <box>139 24 227 34</box>
body-paragraph: نئے دہشت گردی کنٹرول اور اسلامی تنظیموں کے ذریعے سرخی کو روکنے کا سوال ہے جو 2006 اور 2007 کے دھماکوں کے بعد اٹھا تھا۔ 26/11 کے حملے میں ہیمنت کرکرے کی شہادت کے بعد تفتیش کا رخ بدل گیا۔ <box>818 1065 943 1134</box>
couplet <box>11 515 141 543</box>
body-paragraph: چھوٹے گھر کی بیٹی کا نئے گھر اور نئے ماحول میں ایڈجسٹ ہوجانا اتنا آسان ہے لیکن جس خاتون کی پرورش نازونعم میں ہوئی ہو اس کے لیے یہ مرحلہ دشوار ہوتا ہے۔ <box>240 1261 350 1330</box>
malegaon-article-column <box>359 714 813 1476</box>
body-paragraph: ’بڑے گھر کی بیٹیاں ایسی ہی ہوتی ہیں، بگڑتا ہوا کام بنالیتی ہیں۔‘ یہ جملہ افسانے کا مرکزی خیال ہے جو آنندی کے کردار کی عظمت کو ظاہر کرتا ہے۔ <box>2 1055 115 1112</box>
portrait-thumbnail <box>459 235 491 267</box>
couplet-line: جن کی منزل کی دوریاں کیسی <box>11 421 141 431</box>
brand-name: Qaumi Sahafat <box>123 5 243 24</box>
body-paragraph: 29 ستمبر 2008 کی شام رمضان کے مہینے میں مالیگاؤں مہاراشٹرا کا بھیکو چوک ایک خوفناک بم دھماکے سے اس وقت لرز اٹھا تھا جب وہاں کھڑی موٹر سائیکل میں نصب بم نے چھ معصوم لوگوں کو نگل لیا اور 100 سے زائد زخمیوں کو زندگی بھر کا داغ دے گیا۔ ضلع ناسک <box>474 1319 584 1424</box>
portrait-thumbnail <box>381 309 413 341</box>
ghazal-couplets <box>11 291 141 625</box>
portrait-thumbnail <box>497 235 529 267</box>
top-article-column <box>160 138 286 572</box>
body-paragraph: تحقیقات میں ان کی ٹیم نے ہندو گروپ کے ملوث ہونے کا ثبوت پیش کیا تھا، تو اس کی جواب دہی طے ہونی چاہیے کہ آخر اس کا ذمہ دار کون ہے؟ <box>704 1097 813 1154</box>
